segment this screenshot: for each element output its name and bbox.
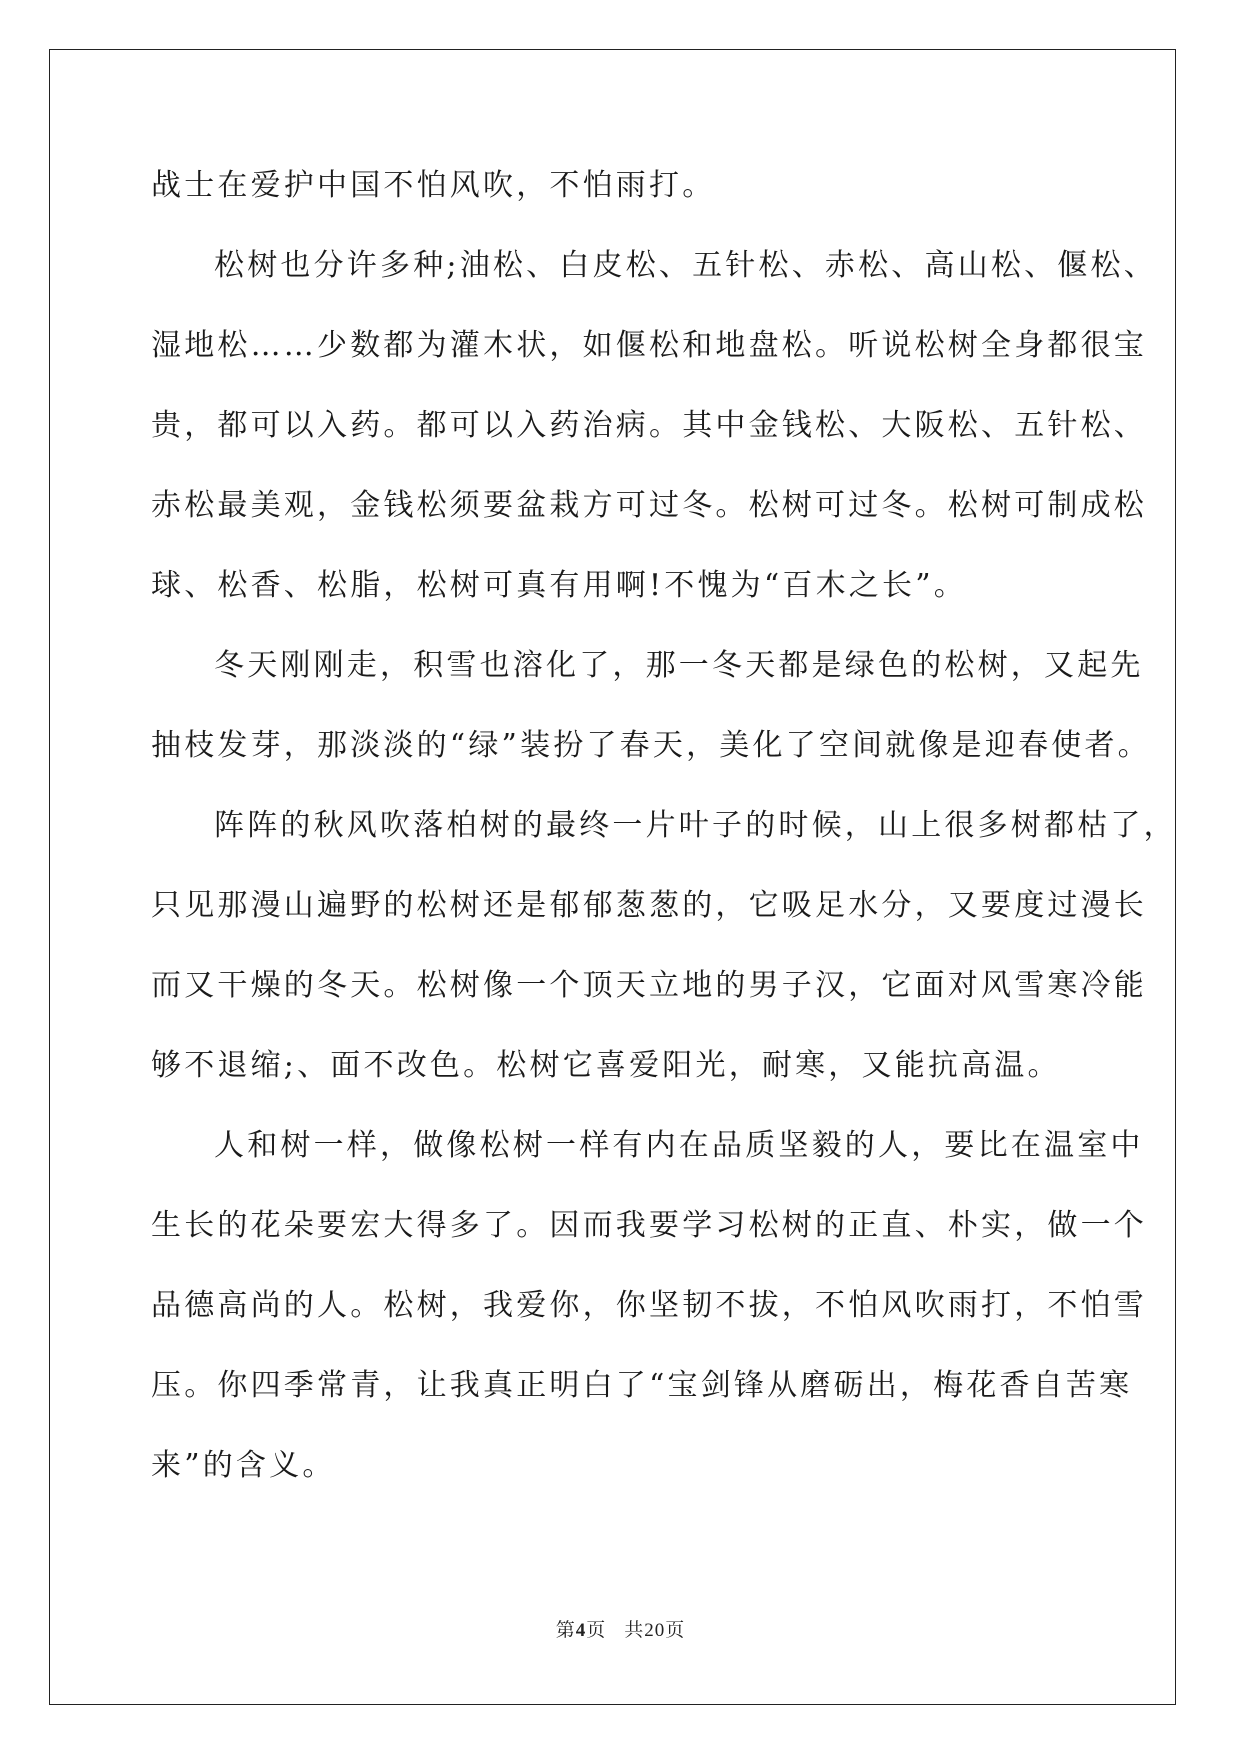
text-line: 来”的含义。 xyxy=(151,1448,336,1483)
text-line: 赤松最美观，金钱松须要盆栽方可过冬。松树可过冬。松树可制成松 xyxy=(151,488,1147,523)
text-line: 湿地松……少数都为灌木状，如偃松和地盘松。听说松树全身都很宝 xyxy=(151,328,1147,363)
text-line: 贵，都可以入药。都可以入药治病。其中金钱松、大阪松、五针松、 xyxy=(151,408,1147,443)
paragraph-start-line: 人和树一样，做像松树一样有内在品质坚毅的人，要比在温室中 xyxy=(214,1128,1144,1163)
page-number-suffix: 页 xyxy=(586,1620,607,1641)
page-number-prefix: 第 xyxy=(555,1620,576,1641)
text-line: 品德高尚的人。松树，我爱你，你坚韧不拔，不怕风吹雨打，不怕雪 xyxy=(151,1288,1147,1323)
text-line: 只见那漫山遍野的松树还是郁郁葱葱的，它吸足水分，又要度过漫长 xyxy=(151,888,1147,923)
total-pages-prefix: 共 xyxy=(624,1620,645,1641)
paragraph-start-line: 阵阵的秋风吹落柏树的最终一片叶子的时候，山上很多树都枯了， xyxy=(214,808,1177,843)
total-pages-suffix: 页 xyxy=(665,1620,686,1641)
page-footer xyxy=(0,1615,1241,1642)
paragraph-start-line: 冬天刚刚走，积雪也溶化了，那一冬天都是绿色的松树，又起先 xyxy=(214,648,1144,683)
text-line: 够不退缩;、面不改色。松树它喜爱阳光，耐寒，又能抗高温。 xyxy=(151,1048,1061,1083)
text-line: 生长的花朵要宏大得多了。因而我要学习松树的正直、朴实，做一个 xyxy=(151,1208,1147,1243)
text-line: 压。你四季常青，让我真正明白了“宝剑锋从磨砺出，梅花香自苦寒 xyxy=(151,1368,1133,1403)
document-body xyxy=(151,146,1177,1506)
text-line: 抽枝发芽，那淡淡的“绿”装扮了春天，美化了空间就像是迎春使者。 xyxy=(151,728,1151,763)
page-number: 4 xyxy=(575,1620,587,1641)
text-line: 战士在爱护中国不怕风吹，不怕雨打。 xyxy=(151,168,716,203)
text-line: 球、松香、松脂，松树可真有用啊!不愧为“百木之长”。 xyxy=(151,568,967,603)
paragraph-start-line: 松树也分许多种;油松、白皮松、五针松、赤松、高山松、偃松、 xyxy=(214,248,1157,283)
text-line: 而又干燥的冬天。松树像一个顶天立地的男子汉，它面对风雪寒冷能 xyxy=(151,968,1147,1003)
total-pages: 20 xyxy=(644,1620,666,1641)
